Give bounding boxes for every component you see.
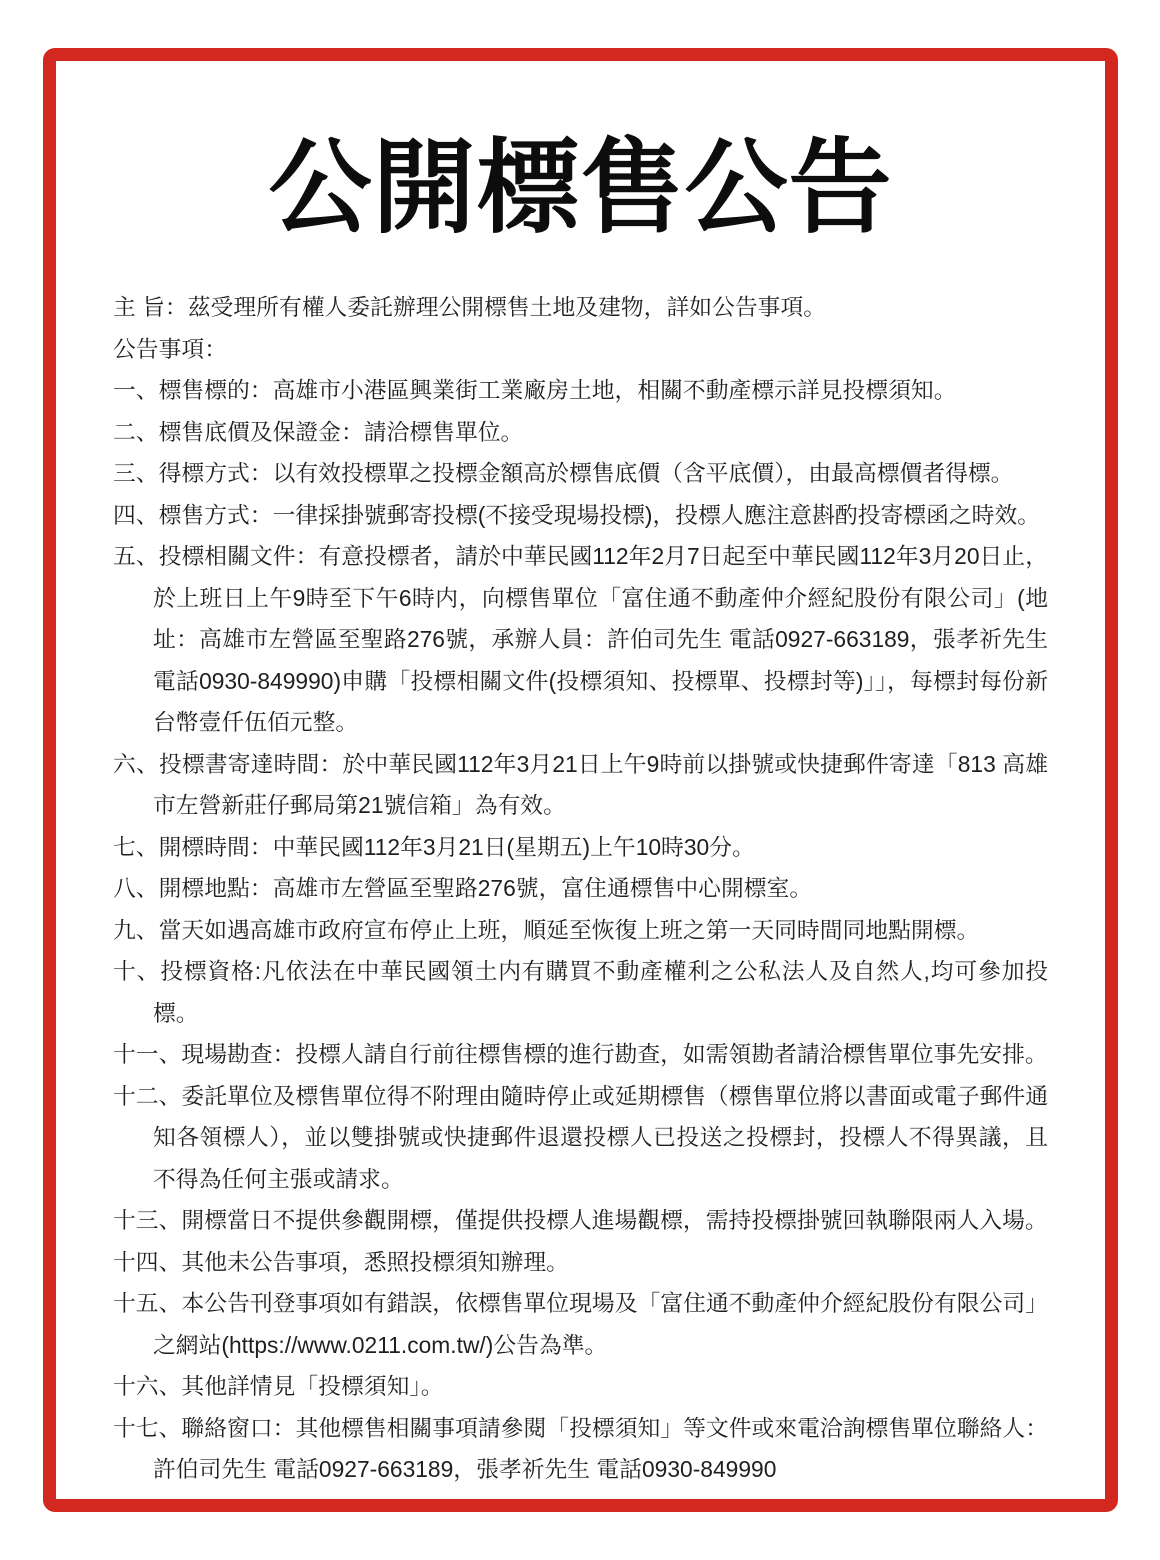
- notice-item-16: 十六、其他詳情見「投標須知」。: [113, 1373, 444, 1399]
- notice-item-14: 十四、其他未公告事項，悉照投標須知辦理。: [113, 1248, 569, 1275]
- items-heading: 公告事項：: [113, 335, 227, 362]
- notice-item-1: 一、標售標的：高雄市小港區興業街工業廠房土地，相關不動產標示詳見投標須知。: [113, 377, 957, 403]
- notice-item-4: 四、標售方式：一律採掛號郵寄投標(不接受現場投標)，投標人應注意斟酌投寄標函之時效。: [113, 501, 1041, 528]
- notice-item-13: 十三、開標當日不提供參觀開標，僅提供投標人進場觀標，需持投標掛號回執聯限兩人入場。: [113, 1207, 1048, 1233]
- announcement-body: [113, 287, 1048, 1491]
- notice-item-10: 十、投標資格:凡依法在中華民國領土内有購買不動產權利之公私法人及自然人,均可參加投標。: [113, 958, 1048, 1026]
- notice-item-2: 二、標售底價及保證金：請洽標售單位。: [113, 418, 524, 445]
- notice-item-7: 七、開標時間：中華民國112年3月21日(星期五)上午10時30分。: [113, 833, 755, 860]
- notice-item-17: 十七、聯絡窗口：其他標售相關事項請參閱「投標須知」等文件或來電洽詢標售單位聯絡人：許伯司先生 電話0927-663189，張孝祈先生 電話0930-849990: [113, 1414, 1048, 1482]
- notice-item-5: 五、投標相關文件：有意投標者，請於中華民國112年2月7日起至中華民國112年3月20日止，於上班日上午9時至下午6時内，向標售單位「富住通不動產仲介經紀股份有限公司」(地址：高雄市左營區至聖路276號，承辦人員：許伯司先生 電話0927-663189，張孝祈先生 電話0930-849990)申購「投標相關文件(投標須知、投標單、投標封等)」」，每標封每份新台幣壹仟伍佰元整。: [113, 543, 1048, 735]
- notice-item-11: 十一、現場勘查：投標人請自行前往標售標的進行勘查，如需領勘者請洽標售單位事先安排。: [113, 1041, 1048, 1067]
- notice-item-6: 六、投標書寄達時間：於中華民國112年3月21日上午9時前以掛號或快捷郵件寄達「813 高雄市左營新莊仔郵局第21號信箱」為有效。: [113, 750, 1048, 818]
- notice-item-3: 三、得標方式：以有效投標單之投標金額高於標售底價（含平底價），由最高標價者得標。: [113, 460, 1014, 486]
- notice-item-8: 八、開標地點：高雄市左營區至聖路276號，富住通標售中心開標室。: [113, 875, 813, 901]
- subject-line: 主 旨：茲受理所有權人委託辦理公開標售土地及建物，詳如公告事項。: [113, 294, 827, 320]
- red-border-frame: [43, 48, 1118, 1512]
- notice-item-15: 十五、本公告刊登事項如有錯誤，依標售單位現場及「富住通不動產仲介經紀股份有限公司」之網站(https://www.0211.com.tw/)公告為準。: [113, 1290, 1048, 1358]
- page-title: 公開標售公告: [268, 130, 893, 245]
- notice-item-12: 十二、委託單位及標售單位得不附理由隨時停止或延期標售（標售單位將以書面或電子郵件通知各領標人），並以雙掛號或快捷郵件退還投標人已投送之投標封，投標人不得異議，且不得為任何主張或請求。: [113, 1082, 1048, 1192]
- notice-item-9: 九、當天如遇高雄市政府宣布停止上班，順延至恢復上班之第一天同時間同地點開標。: [113, 916, 980, 943]
